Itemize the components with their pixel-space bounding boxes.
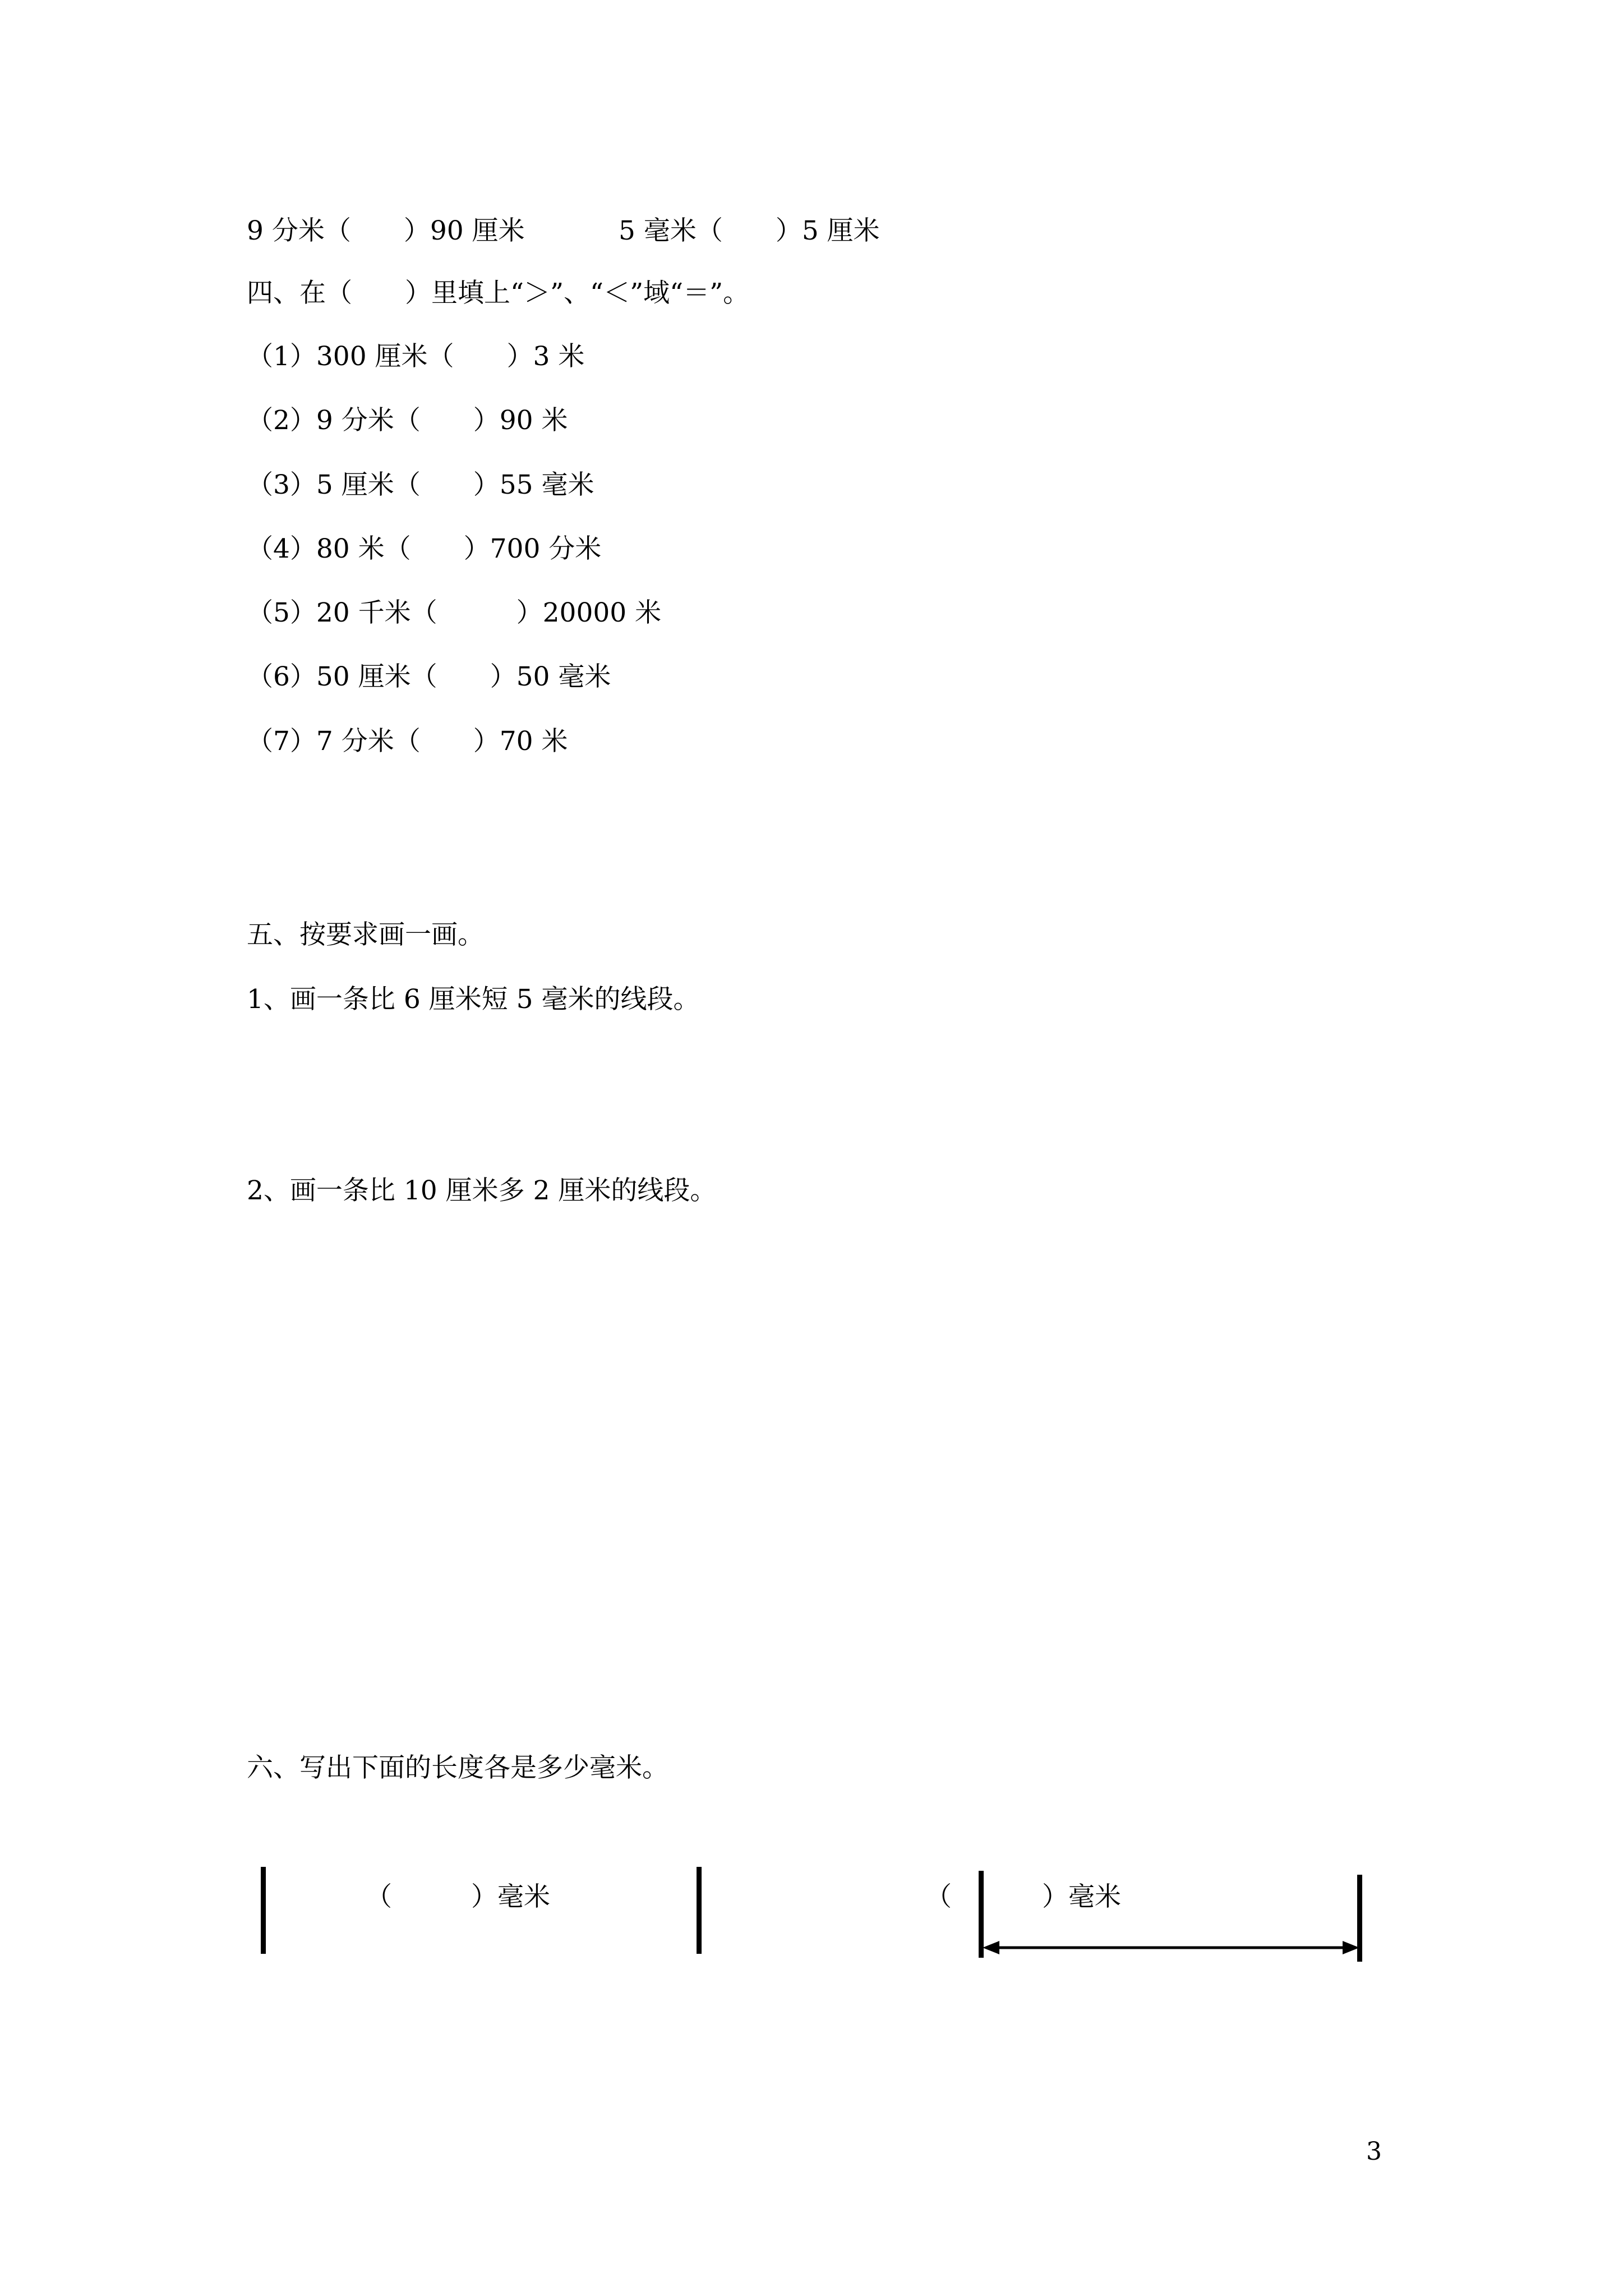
comparison-9dm-90cm: 9 分米（ ）90 厘米 xyxy=(247,215,525,246)
measure-left-end-bar xyxy=(697,1867,702,1954)
section5-question-1: 1、画一条比 6 厘米短 5 毫米的线段。 xyxy=(247,984,700,1015)
section5-heading: 五、按要求画一画。 xyxy=(247,919,484,950)
double-arrow-icon xyxy=(983,1936,1359,1959)
section4-item-4: （4）80 米（ ）700 分米 xyxy=(247,533,602,564)
answer-blank-right-close: ）毫米 xyxy=(1042,1881,1121,1912)
section4-item-3: （3）5 厘米（ ）55 毫米 xyxy=(247,470,594,500)
section4-item-2: （2）9 分米（ ）90 米 xyxy=(247,405,568,436)
page-number: 3 xyxy=(1366,2137,1382,2166)
answer-blank-right-open: （ xyxy=(925,1881,952,1912)
section4-item-1: （1）300 厘米（ ）3 米 xyxy=(247,341,585,372)
comparison-5mm-5cm: 5 毫米（ ）5 厘米 xyxy=(619,215,880,246)
section4-heading: 四、在（ ）里填上“＞”、“＜”域“＝”。 xyxy=(247,278,750,309)
section5-question-2: 2、画一条比 10 厘米多 2 厘米的线段。 xyxy=(247,1175,717,1206)
section4-item-5: （5）20 千米（ ）20000 米 xyxy=(247,597,662,628)
answer-blank-left: （ ）毫米 xyxy=(366,1881,550,1912)
section6-heading: 六、写出下面的长度各是多少毫米。 xyxy=(247,1752,668,1783)
measure-left-start-bar xyxy=(261,1867,266,1954)
section4-item-7: （7）7 分米（ ）70 米 xyxy=(247,726,568,757)
section4-item-6: （6）50 厘米（ ）50 毫米 xyxy=(247,661,611,692)
